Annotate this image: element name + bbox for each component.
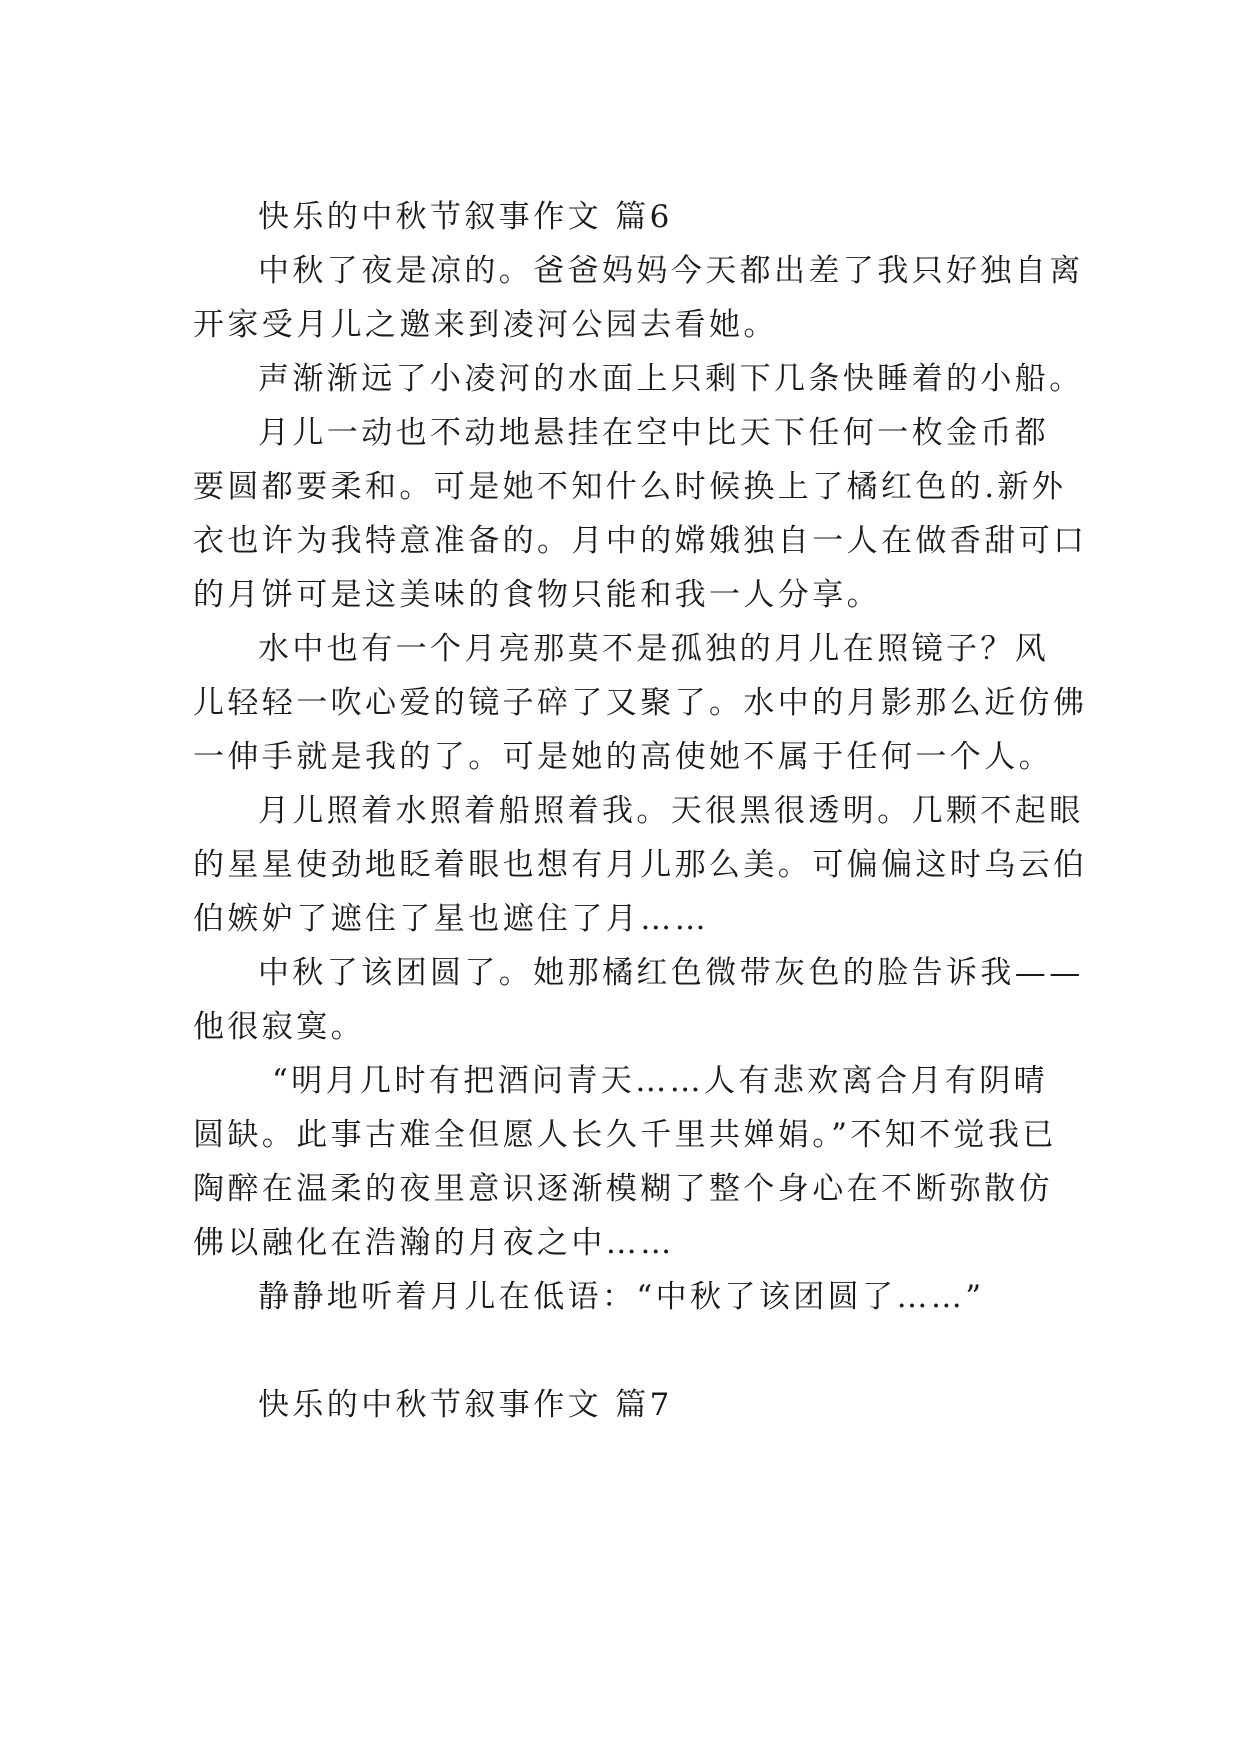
paragraph-4-line-3: 一伸手就是我的了。可是她的高使她不属于任何一个人。: [193, 739, 1053, 775]
paragraph-7-line-2: 圆缺。此事古难全但愿人长久千里共婵娟。”不知不觉我已: [193, 1117, 1057, 1153]
paragraph-5-line-3: 伯嫉妒了遮住了星也遮住了月……: [193, 901, 709, 937]
section-heading-6: 快乐的中秋节叙事作文 篇6: [258, 199, 673, 235]
paragraph-7-line-4: 佛以融化在浩瀚的月夜之中……: [193, 1225, 675, 1261]
paragraph-8-line-1: 静静地听着月儿在低语：“中秋了该团圆了……”: [258, 1279, 985, 1315]
paragraph-3-line-4: 的月饼可是这美味的食物只能和我一人分享。: [193, 577, 881, 613]
paragraph-6-line-1: 中秋了该团圆了。她那橘红色微带灰色的脸告诉我——: [258, 955, 1084, 991]
paragraph-2-line-1: 声渐渐远了小凌河的水面上只剩下几条快睡着的小船。: [258, 361, 1084, 397]
paragraph-5-line-2: 的星星使劲地眨着眼也想有月儿那么美。可偏偏这时乌云伯: [193, 847, 1088, 883]
paragraph-4-line-1: 水中也有一个月亮那莫不是孤独的月儿在照镜子？风: [258, 631, 1050, 667]
paragraph-1-line-2: 开家受月儿之邀来到凌河公园去看她。: [193, 307, 778, 343]
paragraph-3-line-1: 月儿一动也不动地悬挂在空中比天下任何一枚金币都: [258, 415, 1050, 451]
section-heading-7: 快乐的中秋节叙事作文 篇7: [258, 1387, 673, 1423]
paragraph-1-line-1: 中秋了夜是凉的。爸爸妈妈今天都出差了我只好独自离: [258, 253, 1084, 289]
paragraph-4-line-2: 儿轻轻一吹心爱的镜子碎了又聚了。水中的月影那么近仿佛: [193, 685, 1088, 721]
paragraph-5-line-1: 月儿照着水照着船照着我。天很黑很透明。几颗不起眼: [258, 793, 1084, 829]
paragraph-6-line-2: 他很寂寞。: [193, 1009, 365, 1045]
paragraph-7-line-3: 陶醉在温柔的夜里意识逐渐模糊了整个身心在不断弥散仿: [193, 1171, 1053, 1207]
paragraph-7-line-1: “明月几时有把酒问青天……人有悲欢离合月有阴晴: [272, 1063, 1049, 1099]
paragraph-3-line-3: 衣也许为我特意准备的。月中的嫦娥独自一人在做香甜可口: [193, 523, 1088, 559]
paragraph-3-line-2: 要圆都要柔和。可是她不知什么时候换上了橘红色的.新外: [193, 469, 1067, 505]
